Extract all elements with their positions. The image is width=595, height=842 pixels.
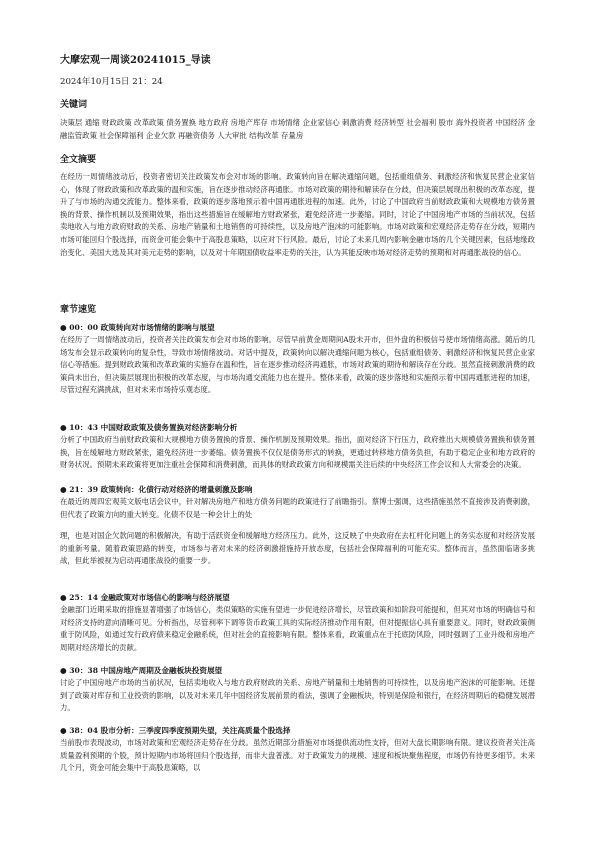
chapter-paragraph: 讨论了中国房地产市场的当前状况，包括卖地收入与地方政府财政的关系、房地产销量和土地销售的可持续性，以及房地产泡沫的可能影响。还提到了政策对库存和工业投资的影响，以及对未来几年中国经济发展前景的看法，强调了金融板块，特别是保险和银行，在经济周期后的稳健发展潜力。 [60,678,535,713]
chapter-title: ● 38：04 股市分析：三季度四季度预期失望，关注高质量个股选择 [60,726,291,735]
chapter-paragraph: 当前股市表现波动，市场对政策和宏观经济走势存在分歧。虽然近期部分措施对市场提供流动性支持，但对大盘长期影响有限。建议投资者关注高质量盈利预期的个股，预计短期内市场将回归个股选择，而非大盘普涨。对于政策发力的规模、速度和板块聚焦程度，市场仍有待更多细节。未来几个月，资金可能会集中于高股息策略，以 [60,738,535,773]
chapter-paragraph: 分析了中国政府当前财政政策和大规模地方债务置换的背景、操作机制及预期效果。指出，面对经济下行压力，政府推出大规模债务置换和债务置换，旨在缓解地方财政紧张，避免经济进一步萎缩。债务置换不仅仅是债务形式的转换，更通过转移地方债务负担，有助于稳定企业和地方政府的财务状况。预期未来政策将更加注重社会保障和消费刺激，而具体的财政政策方向和规模需关注后续的中央经济工作会议和人大常委会的决策。 [60,435,535,470]
chapter-title: ● 00：00 政策转向对市场情绪的影响与展望 [60,323,215,332]
chapter-title: ● 10：43 中国财政政策及债务置换对经济影响分析 [60,423,238,432]
chapter-paragraph: 理，也是对国企欠款问题的积极解决，有助于活跃资金和缓解地方经济压力。此外，这反映了中央政府在去杠杆化问题上的务实态度和对经济发展的重新考量。随着政策思路的转变，市场参与者对未来的经济刺激措施持开放态度，包括社会保障福利的可能充实。整体而言，虽然面临诸多挑战，但此举被视为启动再通胀战役的重要一步。 [60,531,535,566]
chapter-paragraph: 在最近的周四宏观英文版电话会议中，针对解决房地产和地方债务问题的政策进行了前瞻指引。蔡博士强调，这些措施虽然不直接涉及消费刺激，但代表了政策方向的重大转变。化债不仅是一种会计上的处 [60,497,535,519]
chapter-title: ● 21：39 政策转向：化债行动对经济的增量刺激及影响 [60,485,253,494]
chapters-heading: 章节速览 [60,305,97,315]
chapter-title: ● 30：38 中国房地产周期及金融板块投资展望 [60,666,223,675]
chapter-paragraph: 在经历了一周情绪波动后，投资者关注政策发布会对市场的影响。尽管早前黄金周期间A股未开市，但外盘的积极信号使市场情绪高涨。随后的几场发布会显示政策转向的复杂性，导致市场情绪波动。对话中提及，政策转向以解决通缩问题为核心，包括重组债务、刺激经济和恢复民营企业家信心等措施。提到财政政策和改革政策的实施存在温和性，旨在逐步推动经济再通胀，市场对政策的期待和解读存在分歧。虽然直接刺激消费的政策尚未出台，但决策层展现出积极的改革态度，与市场沟通交流能力也在提升。整体来看，政策的逐步落地和实施预示着中国再通胀进程的加速，尽管过程充满挑战，但对未来市场持乐观态度。 [60,335,535,395]
document-title: 大摩宏观一周谈20241015_导读 [60,55,211,66]
chapter-paragraph: 金融部门近期采取的措施显著增强了市场信心，类似策略的实施有望进一步促进经济增长，尽管政策和如阶段可能提和，但其对市场的明确信号和对经济支持的意向清晰可见。分析指出，尽管利率下调等货币政策工具的实际经济推动作用有限，但对提振信心具有重要意义。同时，财政政策侧重于防风险，如通过发行政府债来稳定金融系统，但对社会的直接影响有限。整体来看，政策重点在于托底防风险，同时强调了工业升级和房地产周期对经济增长的贡献。 [60,605,535,652]
keywords-heading: 关键词 [60,100,88,110]
chapter-title: ● 25：14 金融政策对市场信心的影响与经济展望 [60,593,230,602]
summary-heading: 全文摘要 [60,155,97,165]
document-datetime: 2024年10月15日 21：24 [60,77,163,87]
keywords-text: 决策层 通缩 财政政策 改革政策 债务置换 地方政府 房地产库存 市场情绪 企业家信心 刺激消费 经济转型 社会福利 股市 海外投资者 中国经济 金融监管政策 社会保障福利 企业欠款 再融资债务 人大审批 结构改革 存量房 [60,118,535,140]
summary-text: 在经历一周情绪波动后，投资者密切关注政策发布会对市场的影响。政策转向旨在解决通缩问题，包括重组债务、刺激经济和恢复民营企业家信心，体现了财政政策和改革政策的温和实施，旨在逐步推动经济再通胀。市场对政策的期待和解读存在分歧，但决策层展现出积极的改革态度，提升了与市场的沟通交流能力。整体来看，政策的逐步落地预示着中国再通胀进程的加速。此外，讨论了中国政府当前财政政策和大规模地方债务置换的背景、操作机制以及预期效果，指出这些措施旨在缓解地方财政紧张，避免经济进一步萎缩。同时，讨论了中国房地产市场的当前状况，包括卖地收入与地方政府财政的关系、房地产销量和土地销售的可持续性，以及房地产泡沫的可能影响。市场对政策和宏观经济走势存在分歧，短期内市场可能回归个股选择，而资金可能会集中于高股息策略，以应对下行风险。最后，讨论了未来几周内影响金融市场的几个关键因素，包括地缘政治变化、美国大选及其对美元走势的影响，以及对十年期国债收益率走势的关注，认为其能反映市场对经济走势的预期和对再通胀战役的信心。 [60,172,535,257]
